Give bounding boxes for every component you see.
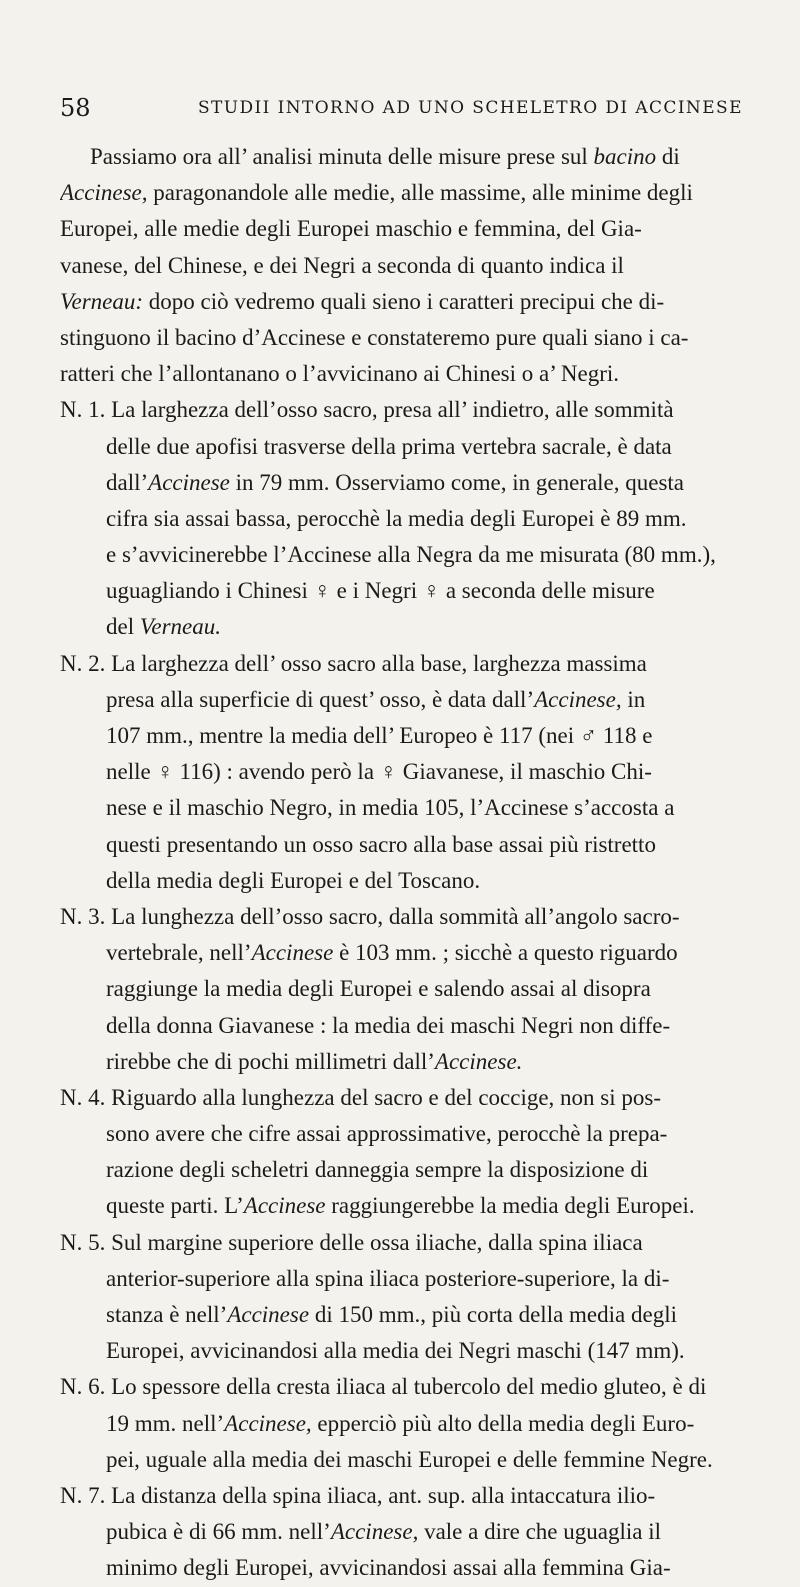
text-line <box>60 899 770 935</box>
text-line <box>60 1116 770 1152</box>
italic-text: Accinese <box>243 1193 326 1219</box>
text-line <box>60 609 770 645</box>
text-line <box>60 465 770 501</box>
text-run: uguagliando i Chinesi ♀ e i Negri ♀ a seconda delle misure <box>106 578 655 604</box>
text-run: della donna Giavanese : la media dei maschi Negri non diffe- <box>106 1012 671 1038</box>
italic-text: Accinese, <box>330 1519 419 1545</box>
text-line <box>60 863 770 899</box>
text-run: di <box>656 144 680 169</box>
text-line <box>60 971 770 1007</box>
text-line <box>60 1333 770 1369</box>
text-run: stanza è nell’ <box>106 1302 228 1327</box>
text-line <box>60 320 770 356</box>
text-run: in <box>621 686 646 712</box>
text-run: 107 mm., mentre la media dell’ Europeo è 117 (nei ♂ 118 e <box>106 723 653 748</box>
text-line <box>60 175 770 211</box>
text-run: in 79 mm. Osserviamo come, in generale, questa <box>229 469 685 495</box>
italic-text: Accinese, <box>60 180 148 206</box>
italic-text: Accinese <box>227 1302 310 1327</box>
text-run: di 150 mm., più corta della media degli <box>309 1302 677 1327</box>
text-run: cifra sia assai bassa, perocchè la media degli Europei è 89 mm. <box>106 505 687 531</box>
text-line <box>60 1406 770 1442</box>
italic-text: Accinese, <box>224 1410 312 1436</box>
page-header <box>60 94 750 124</box>
text-run: vertebrale, nell’ <box>106 940 252 966</box>
text-run: stinguono il bacino d’Accinese e constateremo pure quali siano i ca- <box>60 324 689 350</box>
text-run: nese e il maschio Negro, in media 105, l’Accinese s’accosta a <box>106 795 675 821</box>
text-run: presa alla superficie di quest’ osso, è data dall’ <box>106 686 535 712</box>
text-line <box>60 1514 770 1550</box>
running-title: STUDII INTORNO AD UNO SCHELETRO DI ACCINESE <box>198 98 743 118</box>
italic-text: bacino <box>593 144 657 169</box>
italic-text: Accinese. <box>434 1048 523 1074</box>
text-run: anterior-superiore alla spina iliaca posteriore-superiore, la di- <box>106 1265 670 1291</box>
text-run: vale a dire che uguaglia il <box>418 1519 661 1545</box>
text-run: questi presentando un osso sacro alla base assai più ristretto <box>106 831 656 857</box>
body-text <box>60 139 770 1587</box>
text-line <box>60 1152 770 1188</box>
text-line <box>60 248 770 284</box>
text-run: N. 6. Lo spessore della cresta iliaca al tubercolo del medio gluteo, è di <box>60 1374 707 1400</box>
text-line <box>60 1478 770 1514</box>
text-line <box>60 935 770 971</box>
text-run: rirebbe che di pochi millimetri dall’ <box>106 1048 435 1074</box>
text-line <box>60 1008 770 1044</box>
italic-text: Accinese <box>251 940 334 966</box>
text-run: è 103 mm. ; sicchè a questo riguardo <box>333 940 678 966</box>
text-line <box>60 1442 770 1478</box>
text-run: Passiamo ora all’ analisi minuta delle misure prese sul <box>90 144 594 169</box>
text-run: N. 1. La larghezza dell’osso sacro, presa all’ indietro, alle sommità <box>60 397 674 423</box>
text-run: dopo ciò vedremo quali sieno i caratteri precipui che di- <box>143 288 665 314</box>
text-run: N. 3. La lunghezza dell’osso sacro, dalla sommità all’angolo sacro- <box>60 903 680 929</box>
text-run: delle due apofisi trasverse della prima vertebra sacrale, è data <box>106 433 672 459</box>
text-run: vanese, del Chinese, e dei Negri a seconda di quanto indica il <box>60 252 624 278</box>
text-run: N. 2. La larghezza dell’ osso sacro alla base, larghezza massima <box>60 650 647 676</box>
text-line <box>60 356 770 392</box>
text-line <box>60 537 770 573</box>
text-line <box>60 790 770 826</box>
text-run: raggiunge la media degli Europei e salendo assai al disopra <box>106 976 651 1002</box>
text-run: Europei, alle medie degli Europei maschio e femmina, del Gia- <box>60 216 642 242</box>
text-run: nelle ♀ 116) : avendo però la ♀ Giavanese, il maschio Chi- <box>106 759 652 785</box>
text-line <box>60 1297 770 1333</box>
text-line <box>60 1225 770 1261</box>
text-run: Europei, avvicinandosi alla media dei Negri maschi (147 mm). <box>106 1338 685 1364</box>
text-line <box>60 284 770 320</box>
text-run: razione degli scheletri danneggia sempre la disposizione di <box>106 1157 649 1183</box>
text-line <box>60 573 770 609</box>
text-line <box>60 682 770 718</box>
text-line <box>60 1044 770 1080</box>
text-run: 19 mm. nell’ <box>106 1410 225 1436</box>
text-line <box>60 1550 770 1586</box>
text-line <box>60 392 770 428</box>
italic-text: Verneau. <box>139 614 221 640</box>
text-line <box>60 1188 770 1224</box>
text-run: pubica è di 66 mm. nell’ <box>106 1519 331 1545</box>
text-line <box>60 1080 770 1116</box>
text-line <box>60 211 770 247</box>
text-run: N. 7. La distanza della spina iliaca, ant. sup. alla intaccatura ilio- <box>60 1482 656 1508</box>
text-line <box>60 501 770 537</box>
italic-text: Accinese <box>148 469 230 495</box>
text-line <box>60 1369 770 1405</box>
text-line <box>60 718 770 754</box>
text-run: raggiungerebbe la media degli Europei. <box>325 1193 695 1219</box>
text-run: queste parti. L’ <box>106 1193 244 1219</box>
text-run: N. 4. Riguardo alla lunghezza del sacro e del coccige, non si pos- <box>60 1084 661 1110</box>
text-run: paragonandole alle medie, alle massime, alle minime degli <box>147 180 693 206</box>
text-run: pei, uguale alla media dei maschi Europei e delle femmine Negre. <box>106 1446 713 1472</box>
page-number: 58 <box>60 94 91 122</box>
italic-text: Verneau: <box>60 288 144 314</box>
text-line <box>60 646 770 682</box>
text-run: N. 5. Sul margine superiore delle ossa iliache, dalla spina iliaca <box>60 1229 643 1255</box>
text-run: della media degli Europei e del Toscano. <box>106 867 481 893</box>
text-run: e s’avvicinerebbe l’Accinese alla Negra da me misurata (80 mm.), <box>106 542 716 568</box>
text-run: dall’ <box>106 469 149 495</box>
text-run: ratteri che l’allontanano o l’avvicinano ai Chinesi o a’ Negri. <box>60 361 620 387</box>
text-run: epperciò più alto della media degli Euro- <box>311 1410 695 1436</box>
text-line <box>60 429 770 465</box>
text-line <box>60 139 770 175</box>
italic-text: Accinese, <box>534 686 622 712</box>
text-run: sono avere che cifre assai approssimative, perocchè la prepa- <box>106 1121 668 1147</box>
text-run: del <box>106 614 140 640</box>
text-line <box>60 754 770 790</box>
text-line <box>60 827 770 863</box>
text-line <box>60 1261 770 1297</box>
text-run: minimo degli Europei, avvicinandosi assai alla femmina Gia- <box>106 1555 671 1581</box>
